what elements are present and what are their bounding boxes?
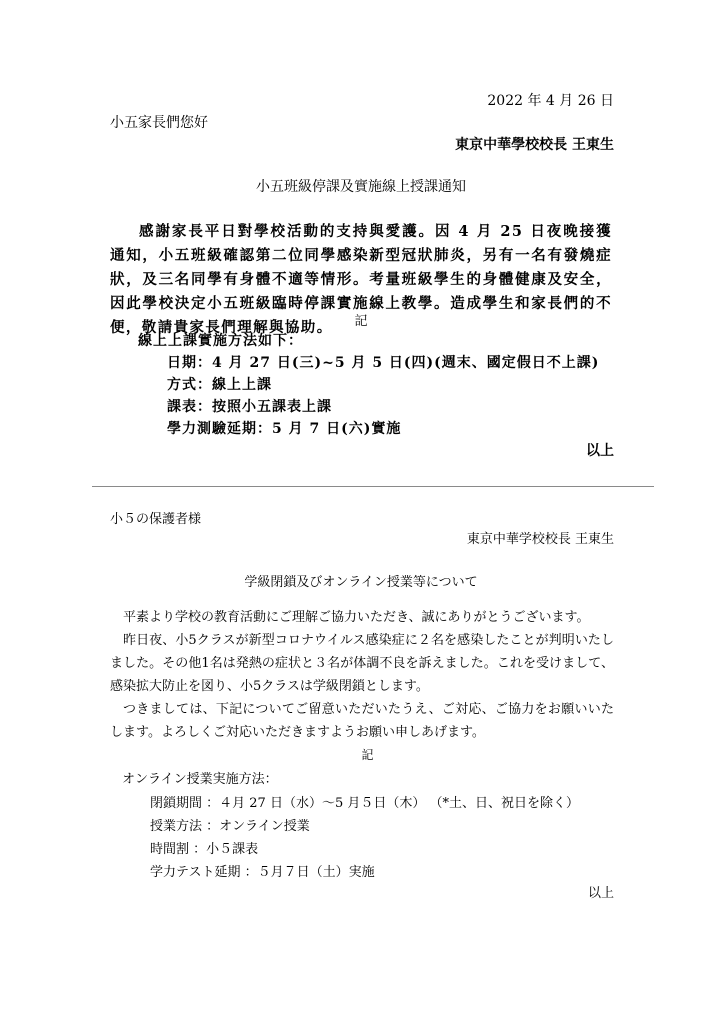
zh-item-date: 日期：4 月 27 日(三)~5 月 5 日(四)(週末、國定假日不上課) bbox=[167, 355, 600, 371]
jp-paragraph: 平素より学校の教育活動にご理解ご協力いただき、誠にありがとうございます。 bbox=[123, 610, 590, 625]
zh-item-test: 學力測驗延期：5 月 7 日(六)實施 bbox=[167, 421, 402, 437]
jp-item-timetable: 時間割 ：小５課表 bbox=[150, 842, 259, 857]
jp-greeting: 小５の保護者様 bbox=[110, 512, 202, 527]
zh-item-method: 方式：線上上課 bbox=[167, 377, 272, 393]
jp-ki-mark: 記 bbox=[361, 748, 374, 762]
zh-greeting: 小五家長們您好 bbox=[110, 115, 208, 131]
jp-sender: 東京中華学校校長 王東生 bbox=[466, 532, 614, 547]
jp-title: 学級閉鎖及びオンライン授業等について bbox=[244, 575, 478, 590]
zh-sender: 東京中華學校校長 王東生 bbox=[455, 137, 614, 153]
jp-item-test: 学力テスト延期 ：５月７日（土）実施 bbox=[150, 865, 375, 880]
zh-title: 小五班級停課及實施線上授課通知 bbox=[256, 179, 466, 195]
jp-ending: 以上 bbox=[587, 886, 614, 901]
zh-ji-mark: 記 bbox=[354, 314, 368, 329]
zh-list-title: 線上上課實施方法如下： bbox=[138, 333, 303, 349]
section-divider bbox=[92, 486, 654, 487]
jp-item-method: 授業方法 ：オンライン授業 bbox=[150, 819, 310, 834]
jp-body bbox=[110, 606, 614, 744]
jp-paragraph: つきましては、下記についてご留意いただいたうえ、ご対応、ご協力をお願いいたします。よろしくご対応いただきますようお願い申しあげます。 bbox=[110, 702, 614, 740]
zh-item-schedule: 課表：按照小五課表上課 bbox=[167, 399, 332, 415]
jp-paragraph: 昨日夜、小5クラスが新型コロナウイルス感染症に２名を感染したことが判明いたしました。その他1名は発熱の症状と３名が体調不良を訴えました。これを受けまして、感染拡大防止を図り、小5クラスは学級閉鎖とします。 bbox=[110, 633, 614, 694]
zh-ending: 以上 bbox=[586, 443, 614, 459]
jp-item-period: 閉鎖期間 ：４月 27 日（水）～5 月５日（木） （*土、日、祝日を除く） bbox=[150, 796, 579, 811]
zh-date: 2022 年 4 月 26 日 bbox=[487, 93, 614, 109]
zh-paragraph: 感謝家長平日對學校活動的支持與愛護。因 4 月 25 日夜晚接獲通知，小五班級確認第二位同學感染新型冠狀肺炎，另有一名有發燒症狀，及三名同學有身體不適等情形。考量班級學生的身體健康及安全，因此學校決定小五班級臨時停課實施線上教學。造成學生和家長們的不便，敬請貴家長們理解與協助。 bbox=[110, 223, 612, 336]
jp-list-title: オンライン授業実施方法： bbox=[122, 772, 278, 787]
